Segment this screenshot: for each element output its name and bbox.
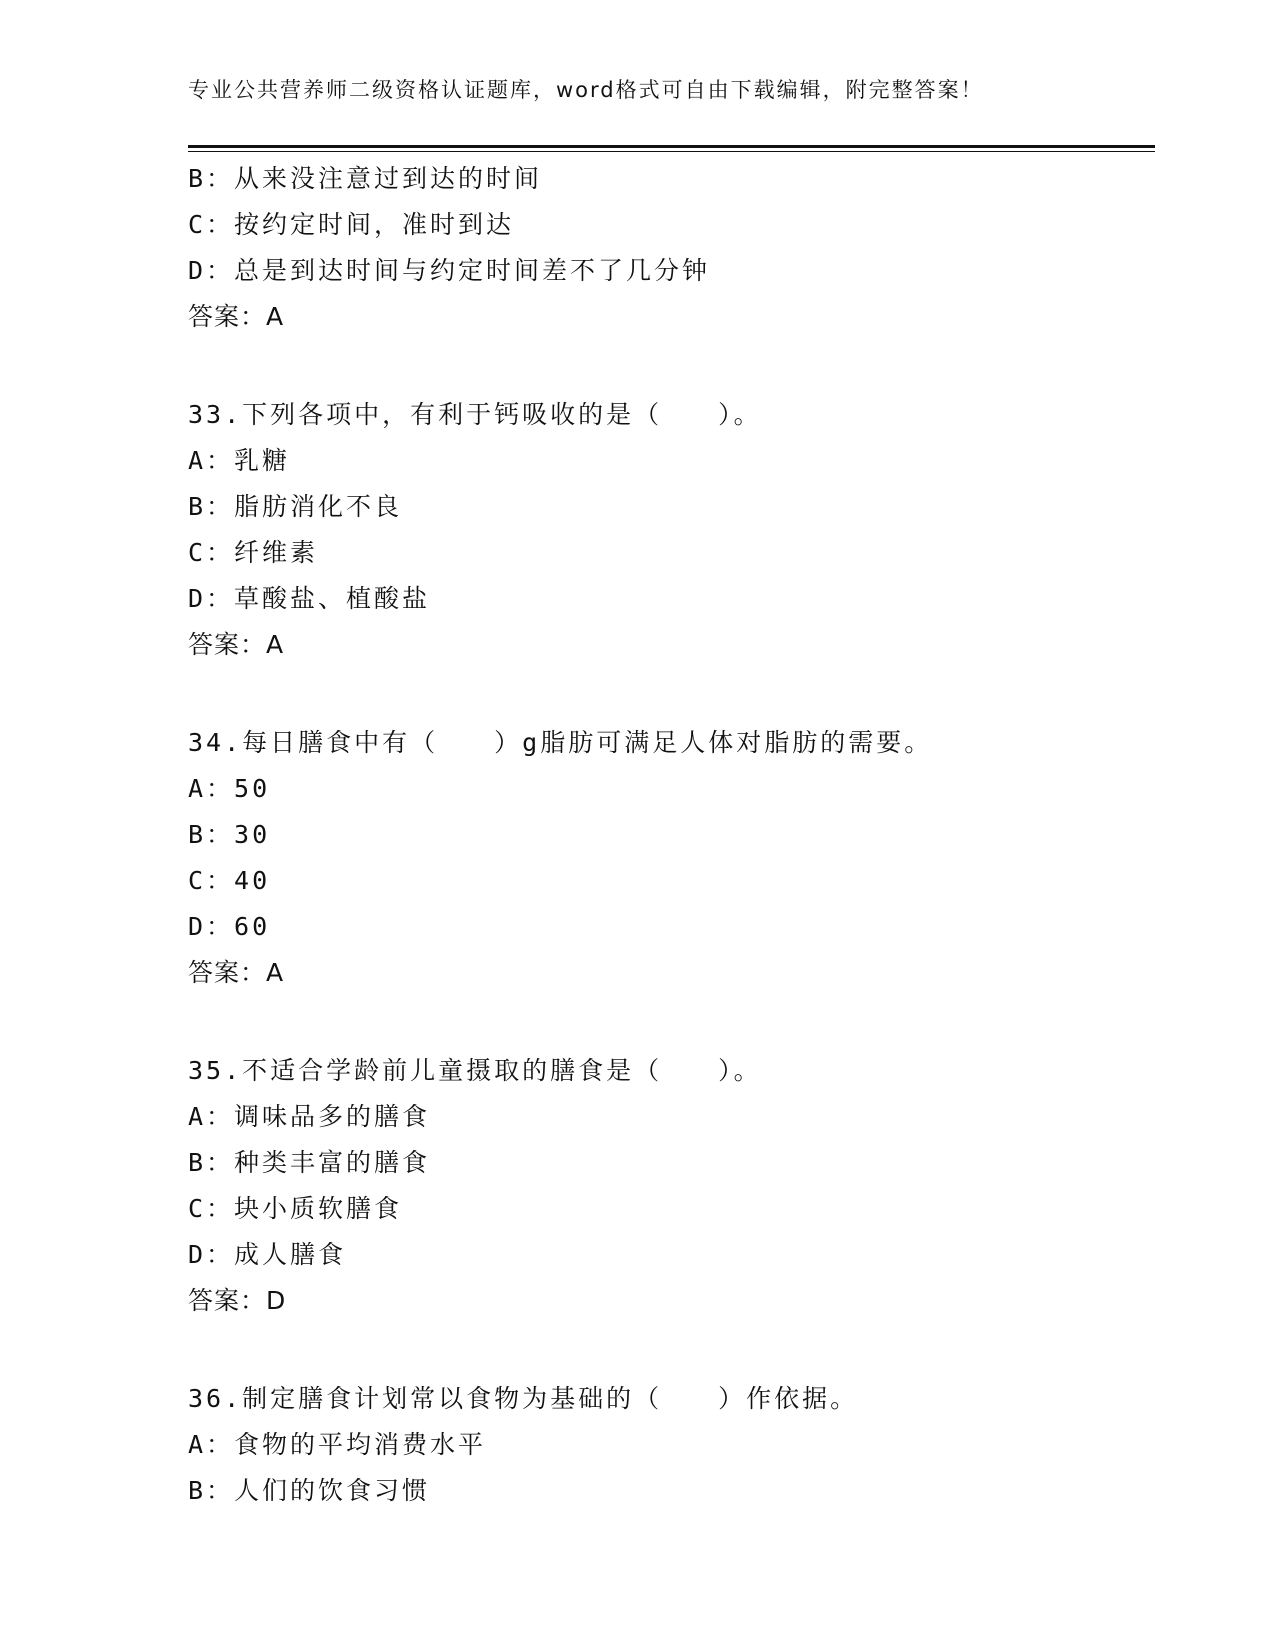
question-36: [188, 1376, 1155, 1514]
option: D：成人膳食: [188, 1240, 347, 1269]
question-stem: 34.每日膳食中有（ ）g脂肪可满足人体对脂肪的需要。: [188, 728, 933, 757]
question-stem: 36.制定膳食计划常以食物为基础的（ ）作依据。: [188, 1384, 859, 1413]
option: A：乳糖: [188, 446, 291, 475]
question-list: [188, 156, 1155, 1514]
page-header: 专业公共营养师二级资格认证题库，word格式可自由下载编辑，附完整答案！: [188, 78, 984, 102]
option: B：30: [188, 820, 271, 849]
option: B：脂肪消化不良: [188, 492, 403, 521]
question-block-continued: [188, 156, 1155, 340]
question-34: [188, 720, 1155, 996]
answer: 答案：D: [188, 1286, 287, 1315]
option: D：总是到达时间与约定时间差不了几分钟: [188, 256, 711, 285]
option: A：50: [188, 774, 271, 803]
header-rule-thin: [188, 151, 1155, 152]
header-rule-thick: [188, 145, 1155, 148]
option: C：按约定时间，准时到达: [188, 210, 515, 239]
option: A：调味品多的膳食: [188, 1102, 431, 1131]
option: B：从来没注意过到达的时间: [188, 164, 543, 193]
option: B：种类丰富的膳食: [188, 1148, 431, 1177]
question-stem: 33.下列各项中，有利于钙吸收的是（ ）。: [188, 400, 762, 429]
answer: 答案：A: [188, 302, 285, 331]
option: C：块小质软膳食: [188, 1194, 403, 1223]
question-stem: 35.不适合学龄前儿童摄取的膳食是（ ）。: [188, 1056, 762, 1085]
option: C：纤维素: [188, 538, 319, 567]
answer: 答案：A: [188, 630, 285, 659]
option: D：60: [188, 912, 271, 941]
question-35: [188, 1048, 1155, 1324]
question-33: [188, 392, 1155, 668]
option: D：草酸盐、植酸盐: [188, 584, 431, 613]
answer: 答案：A: [188, 958, 285, 987]
option: B：人们的饮食习惯: [188, 1476, 431, 1505]
option: C：40: [188, 866, 271, 895]
option: A：食物的平均消费水平: [188, 1430, 487, 1459]
